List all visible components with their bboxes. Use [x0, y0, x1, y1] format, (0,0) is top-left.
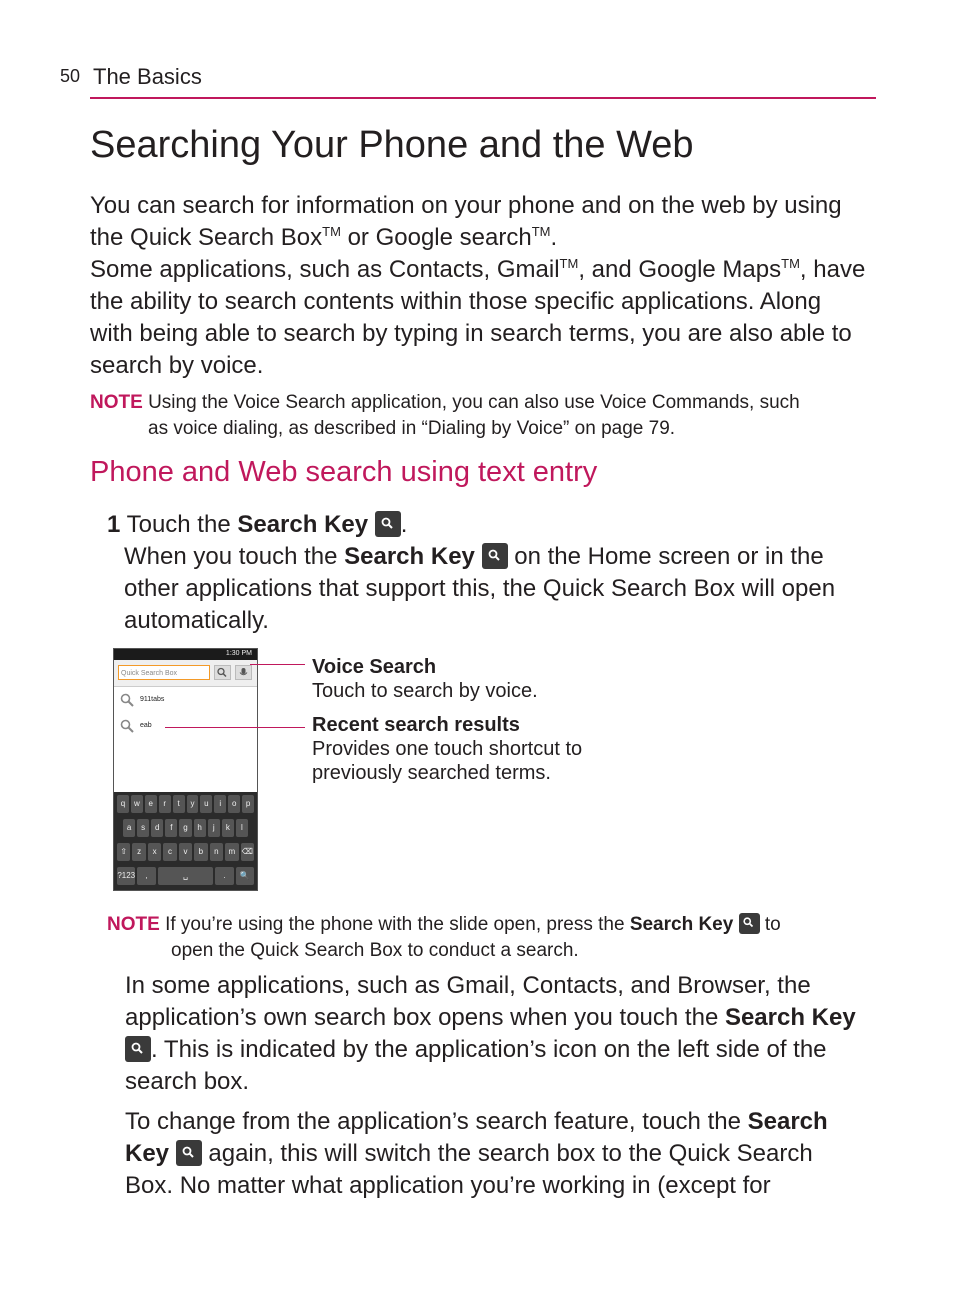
callout-desc: Touch to search by voice. [312, 680, 538, 702]
callout-line-recent [165, 727, 305, 728]
status-bar [114, 649, 257, 660]
keyboard-key[interactable]: d [151, 819, 163, 837]
callout-title: Recent search results [312, 714, 520, 736]
keyboard-key[interactable]: l [236, 819, 248, 837]
keyboard-key[interactable]: n [210, 843, 223, 861]
keyboard-key[interactable]: o [228, 795, 240, 813]
subheading: Phone and Web search using text entry [90, 456, 598, 488]
keyboard-key[interactable]: f [165, 819, 177, 837]
keyboard-key[interactable]: z [132, 843, 145, 861]
callout-recent-results [312, 713, 582, 785]
quick-search-box [114, 660, 257, 687]
keyboard-key[interactable]: x [148, 843, 161, 861]
paragraph-switch-search: To change from the application’s search feature, touch the Search Key again, this will switch the search box to the Quick Search Box. No matter what application you’re working in (except for [125, 1108, 828, 1199]
step-number: 1 [107, 511, 121, 538]
note-voice-commands [90, 390, 890, 442]
keyboard-key[interactable]: m [225, 843, 238, 861]
keyboard-key[interactable]: ␣ [158, 867, 213, 885]
step-1: 1 Touch the Search Key . When you touch the Search Key on the Home screen or in the other applications that support this, the Quick Search Box will open automatically. [107, 511, 836, 634]
page-number: 50 [60, 66, 81, 86]
keyboard-key[interactable]: t [173, 795, 185, 813]
keyboard-key[interactable]: b [194, 843, 207, 861]
intro-line: the ability to search contents within those specific applications. Along [90, 288, 822, 315]
intro-line: the Quick Search Box™ or Google search™. [90, 224, 558, 251]
header-rule [90, 97, 876, 99]
callout-line-voice [250, 664, 305, 665]
keyboard-key[interactable]: ⇧ [117, 843, 130, 861]
keyboard-key[interactable]: j [208, 819, 220, 837]
keyboard-key[interactable]: g [179, 819, 191, 837]
paragraph-app-search: In some applications, such as Gmail, Contacts, and Browser, the application’s own search box opens when you touch the Search Key . This is indicated by the application’s icon on the left side of the search box. [125, 972, 856, 1095]
intro-paragraph [90, 190, 890, 382]
keyboard-key[interactable]: 🔍 [236, 867, 254, 885]
callout-desc: previously searched terms. [312, 762, 551, 784]
keyboard-key[interactable]: c [163, 843, 176, 861]
page-title: Searching Your Phone and the Web [90, 124, 694, 166]
recent-result[interactable] [114, 687, 257, 713]
keyboard-key[interactable]: i [214, 795, 226, 813]
keyboard-key[interactable]: y [187, 795, 199, 813]
callout-voice-search [312, 655, 538, 703]
search-icon [119, 718, 135, 734]
callout-title: Voice Search [312, 656, 437, 678]
note-label: NOTE [90, 392, 143, 413]
search-key-icon [375, 511, 401, 537]
keyboard-key[interactable]: . [215, 867, 233, 885]
keyboard-key[interactable]: q [117, 795, 129, 813]
intro-line: search by voice. [90, 352, 264, 379]
intro-line: Some applications, such as Contacts, Gmail™, and Google Maps™, have [90, 256, 866, 283]
search-input[interactable]: Quick Search Box [118, 665, 210, 680]
note-label: NOTE [107, 914, 160, 935]
keyboard-key[interactable]: s [137, 819, 149, 837]
section-label: The Basics [93, 64, 202, 89]
keyboard-key[interactable]: , [137, 867, 155, 885]
phone-screenshot [113, 648, 258, 891]
microphone-icon[interactable] [235, 665, 252, 680]
search-key-icon [125, 1036, 151, 1062]
intro-line: You can search for information on your phone and on the web by using [90, 192, 842, 219]
keyboard-key[interactable]: k [222, 819, 234, 837]
keyboard-key[interactable]: a [123, 819, 135, 837]
note-text: as voice dialing, as described in “Dialing by Voice” on page 79. [148, 418, 676, 439]
keyboard-key[interactable]: v [179, 843, 192, 861]
callout-desc: Provides one touch shortcut to [312, 738, 583, 760]
status-time: 1:30 PM [225, 650, 252, 657]
recent-result-text: eab [140, 722, 152, 729]
search-icon [119, 692, 135, 708]
note-text: Using the Voice Search application, you can also use Voice Commands, such [148, 392, 800, 413]
keyboard-key[interactable]: p [242, 795, 254, 813]
keyboard-key[interactable]: h [194, 819, 206, 837]
keyboard-key[interactable]: r [159, 795, 171, 813]
keyboard-key[interactable]: e [145, 795, 157, 813]
keyboard-key[interactable]: u [200, 795, 212, 813]
note-slide-open: NOTE If you’re using the phone with the slide open, press the Search Key to open the Quick Search Box to conduct a search. [107, 912, 897, 964]
search-key-icon [482, 543, 508, 569]
intro-line: with being able to search by typing in search terms, you are also able to [90, 320, 852, 347]
keyboard-key[interactable]: ⌫ [241, 843, 254, 861]
keyboard-key[interactable]: w [131, 795, 143, 813]
keyboard [114, 792, 257, 890]
keyboard-key[interactable]: ?123 [117, 867, 135, 885]
recent-result[interactable] [114, 713, 257, 739]
note-text: open the Quick Search Box to conduct a search. [171, 940, 579, 961]
search-key-icon [739, 913, 760, 934]
recent-result-text: 911tabs [140, 696, 165, 703]
search-button[interactable] [214, 665, 231, 680]
search-key-icon [176, 1140, 202, 1166]
